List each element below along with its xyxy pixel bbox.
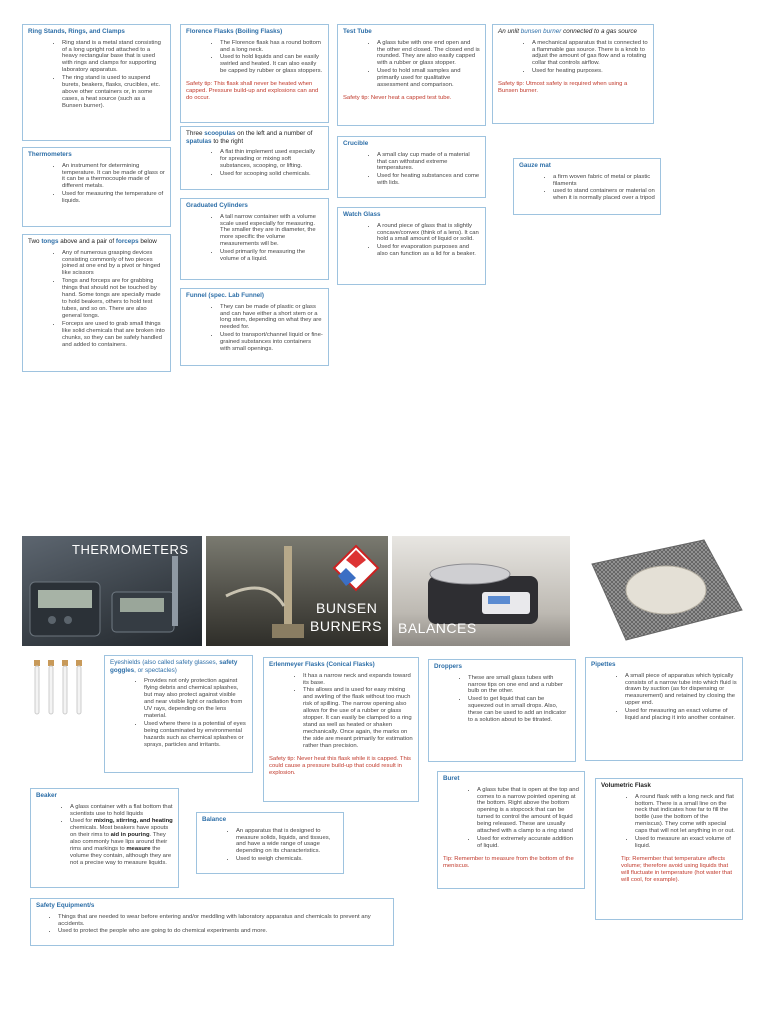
list-item: • Provides not only protection against flying debris and chemical splashes, but may also protect against visible and near visible light or radiation from UV rays, depending on the lens material.	[144, 678, 247, 720]
pipettes-card	[585, 657, 743, 761]
list-item: • Used for mixing, stirring, and heating chemicals. Most beakers have spouts on their rims to aid in pouring. They also commonly have lips around their rims and markings to measure the volume they contain, although they are not a precise way to measure liquids.	[70, 818, 173, 867]
list-item: • used to stand containers or material on when it is normally placed over a tripod	[553, 188, 655, 202]
list-item: • Used primarily for measuring the volume of a liquid.	[220, 249, 323, 263]
list-item: • A round piece of glass that is slightly concave/convex (think of a lens). It can hold a small amount of liquid or solid.	[377, 223, 480, 244]
thermometers-title: Thermometers	[28, 151, 72, 158]
list-item: • Tongs and forceps are for grabbing things that should not be touched by hand. Some tongs are specially made to hold beakers, others to hold test tubes, and so on. There are also general tongs.	[62, 278, 165, 320]
safety-equipment-title: Safety Equipment/s	[36, 902, 95, 909]
safety-tip: Safety tip: This flask shall never be heated when capped. Pressure build-up and explosions can and do occur.	[186, 81, 319, 102]
florence-flasks-card	[180, 24, 329, 123]
list-item: • Used for extremely accurate addition of liquid.	[477, 836, 579, 850]
watch-glass-title: Watch Glass	[343, 211, 381, 218]
bunsen-burner-card	[492, 24, 654, 124]
test-tube-card	[337, 24, 486, 126]
ring-stands-title: Ring Stands, Rings, and Clamps	[28, 28, 125, 35]
list-item: • Used to hold small samples and primarily used for qualitative assessment and comparison.	[377, 68, 480, 89]
crucible-list	[343, 152, 480, 188]
list-item: • A small piece of apparatus which typically consists of a narrow tube into which fluid is drawn by suction (as for dispensing or measurement) and retained by closing the upper end.	[625, 673, 737, 708]
list-item: • Used for measuring an exact volume of liquid and placing it into another container.	[625, 708, 737, 722]
pipettes-title: Pipettes	[591, 661, 616, 668]
florence-flasks-title: Florence Flasks (Boiling Flasks)	[186, 28, 283, 35]
list-item: • A glass tube with one end open and the other end closed. The closed end is rounded. They are also easily capped with a rubber or glass stopper.	[377, 40, 480, 68]
safety-tip: Safety tip: Utmost safety is required when using a Bunsen burner.	[498, 81, 628, 95]
droppers-title: Droppers	[434, 663, 462, 670]
tongs-forceps-title: Two tongs above and a pair of forceps below	[28, 238, 157, 245]
safety-equipment-card	[30, 898, 394, 946]
list-item: • Used to protect the people who are going to do chemical experiments and more.	[58, 928, 388, 935]
list-item: • A round flask with a long neck and flat bottom. There is a small line on the neck that indicates how far to fill the bottle (use the bottom of the meniscus). They come with special caps that will not let anything in or out.	[635, 794, 737, 836]
gauze-mat-card	[513, 158, 661, 215]
list-item: • Things that are needed to wear before entering and/or meddling with laboratory apparatus and chemicals to prevent any accidents.	[58, 914, 388, 928]
list-item: • The Florence flask has a round bottom and a long neck.	[220, 40, 323, 54]
bunsen-burners-photo	[206, 536, 388, 646]
list-item: • This allows and is used for easy mixing and swirling of the flask without too much risk of spilling. The narrow opening also allows for the use of a rubber or glass stopper. It can easily be clamped to a ring stand as well as heated or shaken mechanically. Once again, the marks on the side are meant primarily for estimation rather than precision.	[303, 687, 413, 750]
balances-photo-label: BALANCES	[398, 620, 477, 636]
thermometers-photo	[22, 536, 202, 646]
balance-title: Balance	[202, 816, 227, 823]
beaker-title: Beaker	[36, 792, 58, 799]
safety-tip: Safety tip: Never heat this flask while it is capped. This could cause a pressure build-up that could result in explosion.	[269, 756, 411, 777]
list-item: • Used to hold liquids and can be easily swirled and heated. It can also easily be capped by rubber or glass stoppers.	[220, 54, 323, 75]
beaker-list	[36, 804, 173, 868]
eyeshields-list	[110, 678, 247, 749]
list-item: • These are small glass tubes with narrow tips on one end and a rubber bulb on the other.	[468, 675, 570, 696]
safety-equipment-list	[36, 914, 388, 936]
list-item: • Any of numerous grasping devices consisting commonly of two pieces joined at one end by a pivot or hinged like scissors	[62, 250, 165, 278]
crucible-card	[337, 136, 486, 198]
list-item: • Used for heating substances and come with lids.	[377, 173, 480, 187]
ring-stands-list	[28, 40, 165, 111]
tip: Tip: Remember that temperature affects volume; therefore avoid using liquids that will fluctuate in temperature (hot water that will cool, for example).	[621, 856, 732, 884]
scoopulas-card	[180, 126, 329, 190]
bunsen-photo-label-line2: BURNERS	[310, 618, 382, 634]
list-item: • Used for heating purposes.	[532, 68, 648, 75]
watch-glass-card	[337, 207, 486, 285]
test-tubes-photo	[22, 656, 96, 718]
thermometers-photo-label: THERMOMETERS	[72, 542, 189, 557]
safety-tip: Safety tip: Never heat a capped test tube.	[343, 95, 452, 102]
buret-card	[437, 771, 585, 889]
list-item: • A tall narrow container with a volume scale used especially for measuring. The smaller they are in diameter, the more specific the volume measurements will be.	[220, 214, 323, 249]
buret-list	[443, 787, 579, 851]
graduated-cylinders-title: Graduated Cylinders	[186, 202, 248, 209]
graduated-cylinders-card	[180, 198, 329, 280]
balance-list	[202, 828, 338, 864]
gauze-mat-graphic	[574, 536, 754, 646]
funnel-title: Funnel (spec. Lab Funnel)	[186, 292, 265, 299]
list-item: • A glass container with a flat bottom that scientists use to hold liquids	[70, 804, 173, 818]
gauze-mat-photo	[574, 536, 754, 646]
tongs-forceps-list	[28, 250, 165, 350]
list-item: • Used where there is a potential of eyes being contaminated by environmental hazards such as chemical splashes or sprays, particles and irritants.	[144, 721, 247, 749]
balances-photo	[392, 536, 570, 646]
volumetric-flask-list	[601, 794, 737, 851]
tongs-forceps-card	[22, 234, 171, 372]
list-item: • Used for scooping solid chemicals.	[220, 171, 323, 178]
scoopulas-title: Three scoopulas on the left and a number of spatulas to the right	[186, 130, 313, 145]
buret-title: Buret	[443, 775, 460, 782]
thermometers-list	[28, 163, 165, 206]
gauze-mat-title: Gauze mat	[519, 162, 551, 169]
balance-card	[196, 812, 344, 874]
droppers-card	[428, 659, 576, 762]
test-tubes-graphic	[22, 656, 96, 718]
funnel-list	[186, 304, 323, 354]
beaker-card	[30, 788, 179, 888]
list-item: • A glass tube that is open at the top and comes to a narrow pointed opening at the bottom. Right above the bottom opening is a stopcock that can be turned to control the amount of liquid being released. These are usually attached with a clamp to a ring stand	[477, 787, 579, 836]
eyeshields-card	[104, 655, 253, 773]
test-tube-title: Test Tube	[343, 28, 372, 35]
test-tube-list	[343, 40, 480, 90]
list-item: • A mechanical apparatus that is connected to a flammable gas source. There is a knob to adjust the amount of gas flow and a rotating collar that controls airflow.	[532, 40, 648, 68]
list-item: • Forceps are used to grab small things like solid chemicals that are broken into chunks, so they can be safely handled and added to containers.	[62, 321, 165, 349]
list-item: • Used to measure an exact volume of liquid.	[635, 836, 737, 850]
list-item: • Used to get liquid that can be squeezed out in small drops. Also, these can be used to add an indicator to a solution about to be titrated.	[468, 696, 570, 724]
ring-stands-card	[22, 24, 171, 141]
gauze-mat-list	[519, 174, 655, 203]
list-item: • A small clay cup made of a material that can withstand extreme temperatures.	[377, 152, 480, 173]
scoopulas-list	[186, 149, 323, 178]
florence-flasks-list	[186, 40, 323, 76]
erlenmeyer-flasks-title: Erlenmeyer Flasks (Conical Flasks)	[269, 661, 375, 668]
volumetric-flask-card	[595, 778, 743, 920]
list-item: • Used for evaporation purposes and also can function as a lid for a beaker.	[377, 244, 480, 258]
funnel-card	[180, 288, 329, 366]
list-item: • A flat thin implement used especially for spreading or mixing soft substances, scooping, or lifting.	[220, 149, 323, 170]
graduated-cylinders-list	[186, 214, 323, 264]
list-item: • It has a narrow neck and expands toward its base.	[303, 673, 413, 687]
erlenmeyer-flasks-list	[269, 673, 413, 751]
thermometers-card	[22, 147, 171, 227]
list-item: • Ring stand is a metal stand consisting of a long upright rod attached to a heavy rectangular base that is used with rings and clamps for supporting laboratory apparatus.	[62, 40, 165, 75]
bunsen-burner-list	[498, 40, 648, 76]
tip: Tip: Remember to measure from the bottom of the meniscus.	[443, 856, 574, 870]
eyeshields-title: Eyeshields (also called safety glasses, safety goggles, or spectacles)	[110, 659, 238, 674]
pipettes-list	[591, 673, 737, 723]
crucible-title: Crucible	[343, 140, 369, 147]
list-item: • The ring stand is used to suspend burets, beakers, flasks, crucibles, etc. above other containers or, in some cases, a heat source (such as a Bunsen burner).	[62, 75, 165, 110]
bunsen-burner-title: An unlit bunsen burner connected to a gas source	[498, 28, 638, 35]
list-item: • An instrument for determining temperature. It can be made of glass or it can be a thermocouple made of different metals.	[62, 163, 165, 191]
list-item: • Used for measuring the temperature of liquids.	[62, 191, 165, 205]
list-item: • An apparatus that is designed to measure solids, liquids, and tissues, and have a wide range of usage depending on its characteristics.	[236, 828, 338, 856]
watch-glass-list	[343, 223, 480, 259]
list-item: • a firm woven fabric of metal or plastic filaments	[553, 174, 655, 188]
droppers-list	[434, 675, 570, 725]
list-item: • Used to transport/channel liquid or fine-grained substances into containers with small openings.	[220, 332, 323, 353]
volumetric-flask-title: Volumetric Flask	[601, 782, 651, 789]
bunsen-photo-label-line1: BUNSEN	[316, 600, 378, 616]
erlenmeyer-flasks-card	[263, 657, 419, 802]
list-item: • Used to weigh chemicals.	[236, 856, 338, 863]
list-item: • They can be made of plastic or glass and can have either a short stem or a long stem, depending on what they are needed for.	[220, 304, 323, 332]
